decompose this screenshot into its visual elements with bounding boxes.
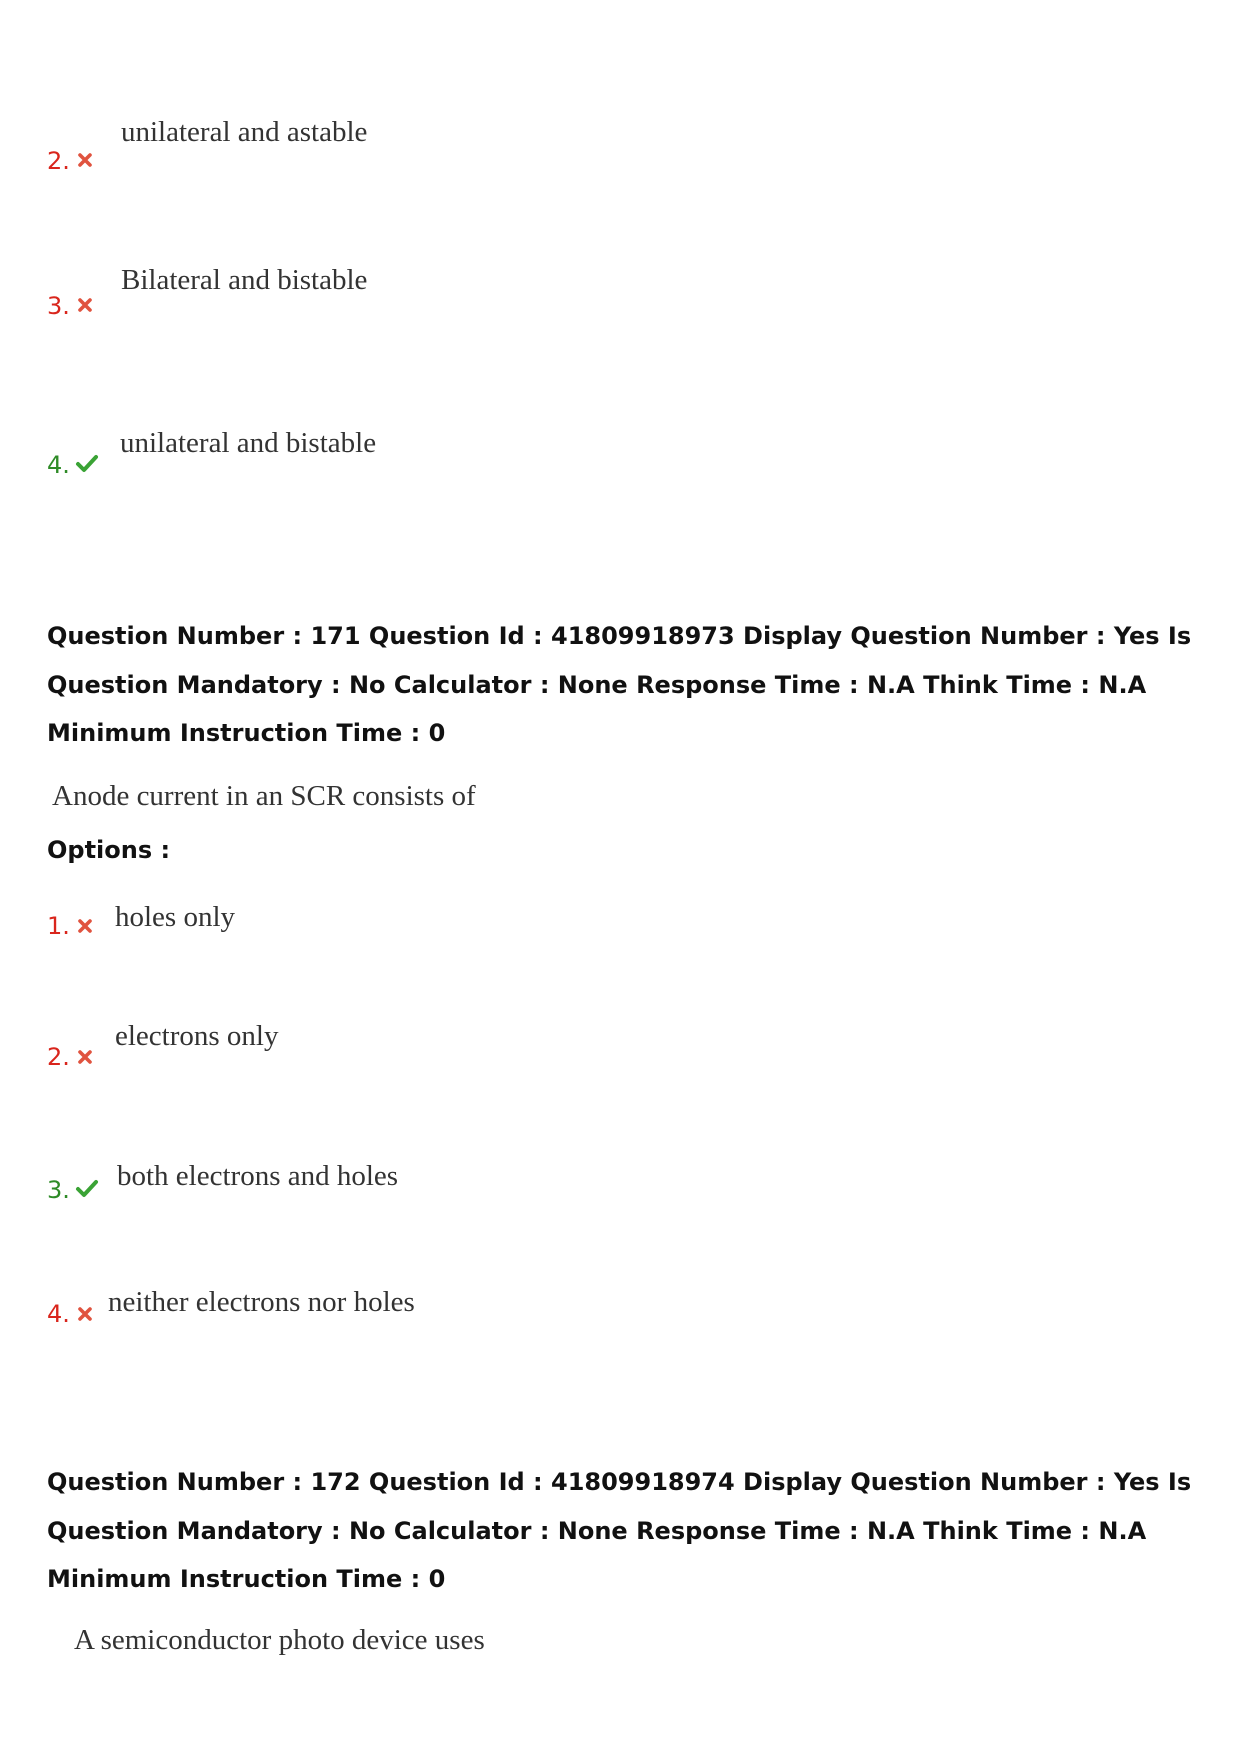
question-meta: Question Number : 172 Question Id : 41809918974 Display Question Number : Yes Is Question Mandatory : No Calculator : None Response Time : N.A Think Time : N.A Minimum Instruction Time : 0 xyxy=(47,1468,1192,1593)
cross-icon xyxy=(78,1307,92,1321)
check-icon xyxy=(75,453,99,473)
question-text: Anode current in an SCR consists of xyxy=(52,780,476,812)
option-number: 2. xyxy=(47,1043,70,1071)
question-text: A semiconductor photo device uses xyxy=(74,1624,485,1656)
option-text: unilateral and bistable xyxy=(120,427,377,459)
cross-icon xyxy=(78,919,92,933)
cross-icon xyxy=(78,298,92,312)
option-text: unilateral and astable xyxy=(121,116,368,148)
option-text: neither electrons nor holes xyxy=(108,1286,415,1318)
options-label: Options : xyxy=(47,836,171,864)
option-text: both electrons and holes xyxy=(117,1160,399,1192)
option-number: 4. xyxy=(47,1300,70,1328)
option-number: 1. xyxy=(47,912,70,940)
check-icon xyxy=(75,1178,99,1198)
question-meta: Question Number : 171 Question Id : 41809918973 Display Question Number : Yes Is Question Mandatory : No Calculator : None Response Time : N.A Think Time : N.A Minimum Instruction Time : 0 xyxy=(47,622,1192,747)
option-number: 3. xyxy=(47,292,70,320)
option-text: Bilateral and bistable xyxy=(121,264,368,296)
option-number: 2. xyxy=(47,147,70,175)
cross-icon xyxy=(78,153,92,167)
option-number: 4. xyxy=(47,451,70,479)
option-text: electrons only xyxy=(115,1020,279,1052)
cross-icon xyxy=(78,1050,92,1064)
option-text: holes only xyxy=(115,901,236,933)
option-number: 3. xyxy=(47,1176,70,1204)
